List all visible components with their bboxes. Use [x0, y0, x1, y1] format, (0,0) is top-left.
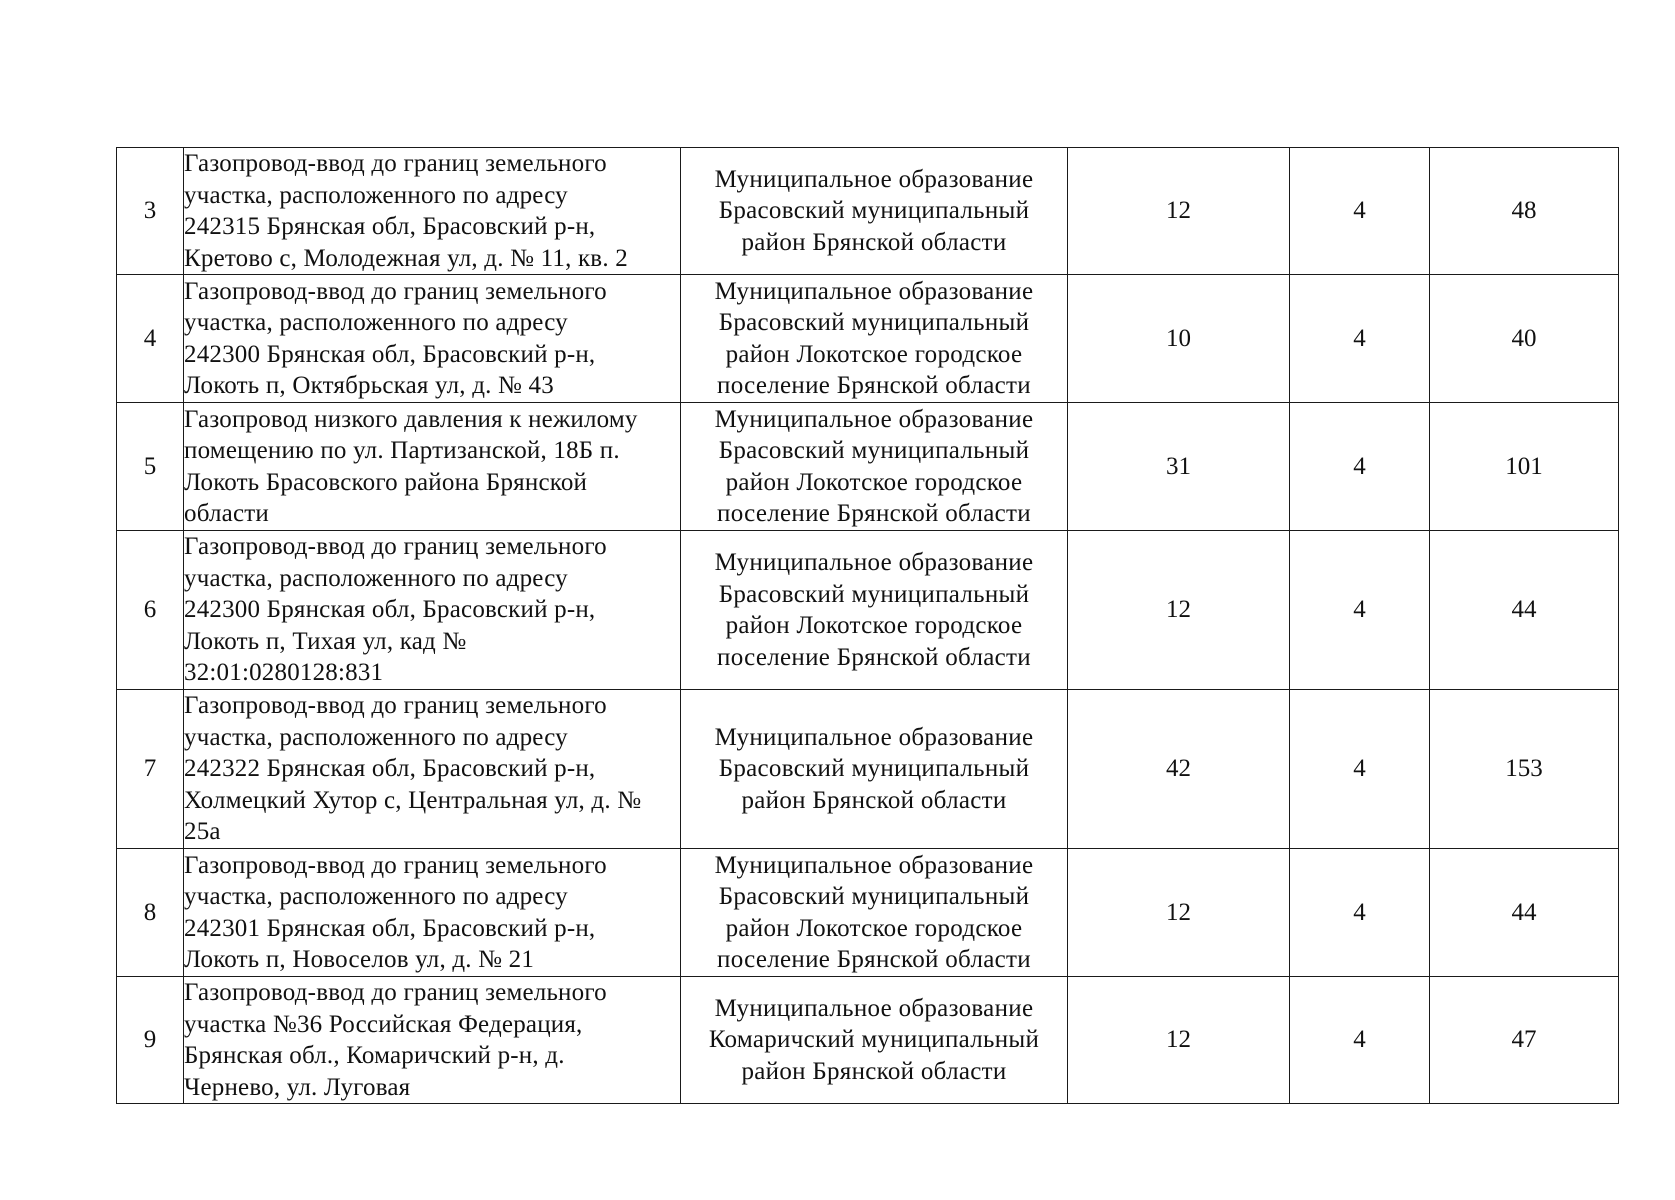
- value-cell-3: 40: [1430, 275, 1619, 403]
- table-row: [117, 690, 1619, 849]
- value-cell-1: 10: [1068, 275, 1290, 403]
- value-cell-2: 4: [1290, 531, 1430, 690]
- table-row: [117, 531, 1619, 690]
- owner-name: Муниципальное образование Брасовский муниципальный район Брянской области: [681, 690, 1068, 849]
- row-number: 6: [117, 531, 184, 690]
- value-cell-3: 47: [1430, 977, 1619, 1104]
- table-row: [117, 148, 1619, 275]
- owner-name: Муниципальное образование Брасовский муниципальный район Локотское городское поселение Брянской области: [681, 849, 1068, 977]
- row-number: 7: [117, 690, 184, 849]
- value-cell-2: 4: [1290, 977, 1430, 1104]
- value-cell-1: 12: [1068, 977, 1290, 1104]
- table-row: [117, 403, 1619, 531]
- value-cell-3: 44: [1430, 531, 1619, 690]
- row-number: 3: [117, 148, 184, 275]
- value-cell-2: 4: [1290, 275, 1430, 403]
- gas-pipeline-table: [116, 147, 1619, 1104]
- value-cell-3: 44: [1430, 849, 1619, 977]
- table-row: [117, 275, 1619, 403]
- value-cell-2: 4: [1290, 690, 1430, 849]
- owner-name: Муниципальное образование Брасовский муниципальный район Локотское городское поселение Брянской области: [681, 403, 1068, 531]
- owner-name: Муниципальное образование Брасовский муниципальный район Брянской области: [681, 148, 1068, 275]
- table-row: [117, 849, 1619, 977]
- object-name: Газопровод низкого давления к нежилому помещению по ул. Партизанской, 18Б п. Локоть Брасовского района Брянской области: [184, 403, 681, 531]
- object-name: Газопровод-ввод до границ земельного участка, расположенного по адресу 242300 Брянская обл, Брасовский р-н, Локоть п, Октябрьская ул, д. № 43: [184, 275, 681, 403]
- object-name: Газопровод-ввод до границ земельного участка, расположенного по адресу 242301 Брянская обл, Брасовский р-н, Локоть п, Новоселов ул, д. № 21: [184, 849, 681, 977]
- value-cell-3: 48: [1430, 148, 1619, 275]
- owner-name: Муниципальное образование Комаричский муниципальный район Брянской области: [681, 977, 1068, 1104]
- row-number: 8: [117, 849, 184, 977]
- value-cell-2: 4: [1290, 148, 1430, 275]
- value-cell-2: 4: [1290, 403, 1430, 531]
- value-cell-3: 101: [1430, 403, 1619, 531]
- row-number: 4: [117, 275, 184, 403]
- value-cell-1: 12: [1068, 531, 1290, 690]
- row-number: 5: [117, 403, 184, 531]
- value-cell-1: 12: [1068, 849, 1290, 977]
- object-name: Газопровод-ввод до границ земельного участка, расположенного по адресу 242315 Брянская обл, Брасовский р-н, Кретово с, Молодежная ул, д. № 11, кв. 2: [184, 148, 681, 275]
- object-name: Газопровод-ввод до границ земельного участка, расположенного по адресу 242300 Брянская обл, Брасовский р-н, Локоть п, Тихая ул, кад № 32:01:0280128:831: [184, 531, 681, 690]
- object-name: Газопровод-ввод до границ земельного участка, расположенного по адресу 242322 Брянская обл, Брасовский р-н, Холмецкий Хутор с, Центральная ул, д. № 25а: [184, 690, 681, 849]
- value-cell-3: 153: [1430, 690, 1619, 849]
- object-name: Газопровод-ввод до границ земельного участка №36 Российская Федерация, Брянская обл., Комаричский р-н, д. Чернево, ул. Луговая: [184, 977, 681, 1104]
- owner-name: Муниципальное образование Брасовский муниципальный район Локотское городское поселение Брянской области: [681, 275, 1068, 403]
- value-cell-1: 12: [1068, 148, 1290, 275]
- value-cell-2: 4: [1290, 849, 1430, 977]
- owner-name: Муниципальное образование Брасовский муниципальный район Локотское городское поселение Брянской области: [681, 531, 1068, 690]
- value-cell-1: 42: [1068, 690, 1290, 849]
- row-number: 9: [117, 977, 184, 1104]
- value-cell-1: 31: [1068, 403, 1290, 531]
- table-row: [117, 977, 1619, 1104]
